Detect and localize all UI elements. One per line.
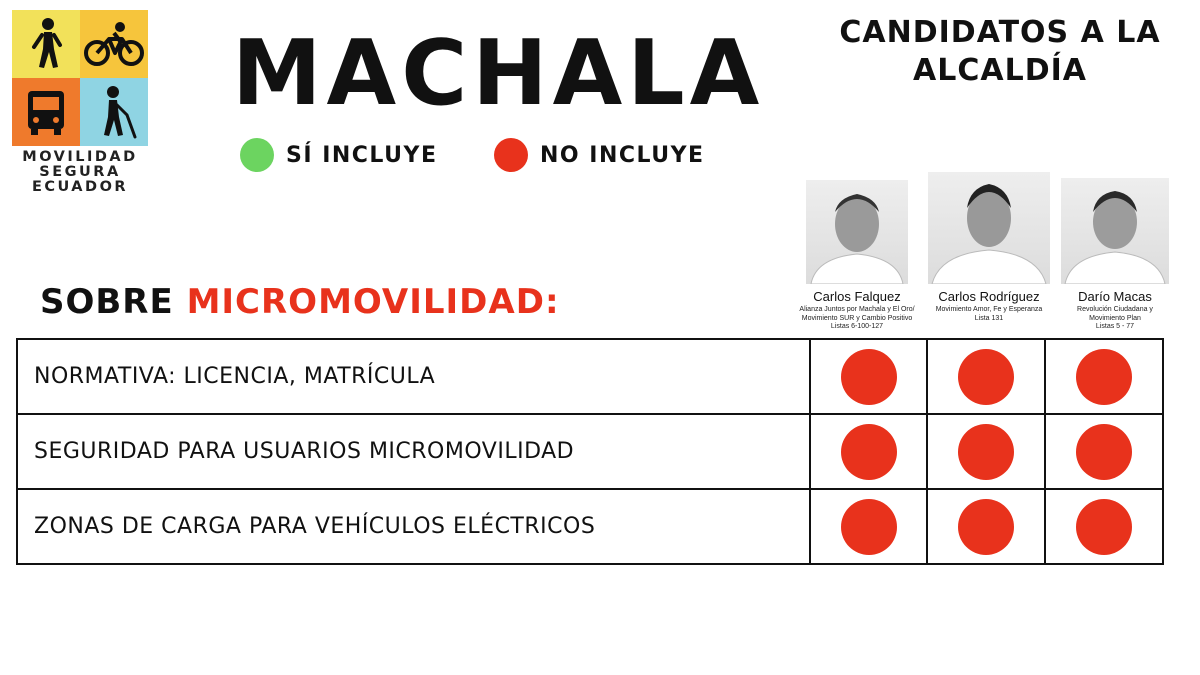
person-silhouette-icon [1061,178,1169,284]
no-include-dot [841,349,897,405]
candidate-2 [924,172,1054,323]
logo-line-2: SEGURA [39,164,121,180]
row-label: SEGURIDAD PARA USUARIOS MICROMOVILIDAD [17,414,810,489]
legend-no-label: NO INCLUYE [540,142,705,168]
bus-icon [25,87,67,137]
no-include-dot [841,499,897,555]
no-include-dot [841,424,897,480]
logo-puzzle [12,10,148,146]
party-line: Movimiento Plan [1089,314,1141,322]
section-prefix: SOBRE [40,282,187,322]
person-silhouette-icon [928,172,1050,284]
logo-tile-blind-person [80,78,148,146]
logo-text [12,150,148,195]
row-label: NORMATIVA: LICENCIA, MATRÍCULA [17,339,810,414]
legend-yes [240,138,438,172]
candidates-heading [810,14,1190,90]
candidate-photo [1061,178,1169,284]
section-highlight: MICROMOVILIDAD: [186,282,560,322]
green-dot-icon [240,138,274,172]
candidate-photo [928,172,1050,284]
no-include-dot [958,499,1014,555]
candidate-party [1050,306,1180,332]
party-line: Movimiento Amor, Fe y Esperanza [935,306,1043,313]
no-include-dot [1076,424,1132,480]
person-silhouette-icon [806,180,908,284]
logo-tile-pedestrian [12,10,80,78]
candidate-name: Carlos Falquez [813,289,901,304]
logo-line-1: MOVILIDAD [22,149,138,165]
no-include-dot [958,424,1014,480]
table-cell [810,339,928,414]
party-line: Listas 6-100-127 [830,323,884,330]
legend-no [494,138,705,172]
blind-person-icon [91,85,137,139]
legend-yes-label: SÍ INCLUYE [286,142,438,168]
candidate-name: Carlos Rodríguez [938,289,1040,304]
table-row [17,489,1163,564]
party-line: Lista 131 [974,314,1004,322]
table-cell [1045,339,1163,414]
table-cell [927,414,1045,489]
heading-line-2: ALCALDÍA [913,53,1087,88]
bicycle-icon [84,21,144,67]
party-line: Movimiento SUR y Cambio Positivo [801,314,913,322]
candidate-party [792,306,922,332]
heading-line-1: CANDIDATOS A LA [839,15,1161,50]
party-line: Revolución Ciudadana y [1077,306,1153,313]
city-title: MACHALA [232,21,765,126]
red-dot-icon [494,138,528,172]
candidate-party [924,306,1054,323]
no-include-dot [1076,499,1132,555]
logo-tile-bicycle [80,10,148,78]
table-cell [927,339,1045,414]
table-cell [927,489,1045,564]
candidate-name: Darío Macas [1078,289,1152,304]
candidate-1 [792,180,922,332]
candidate-photo [806,180,908,284]
table-cell [1045,489,1163,564]
logo-line-3: ECUADOR [31,179,129,195]
candidate-3 [1050,178,1180,332]
proposals-table [16,338,1164,565]
row-label: ZONAS DE CARGA PARA VEHÍCULOS ELÉCTRICOS [17,489,810,564]
party-line: Alianza Juntos por Machala y El Oro/ [799,306,915,313]
table-cell [1045,414,1163,489]
pedestrian-icon [24,17,68,71]
section-title [40,282,560,322]
party-line: Listas 5 - 77 [1095,323,1135,330]
no-include-dot [958,349,1014,405]
table-row [17,339,1163,414]
table-cell [810,489,928,564]
table-cell [810,414,928,489]
logo-tile-bus [12,78,80,146]
no-include-dot [1076,349,1132,405]
table-row [17,414,1163,489]
movilidad-segura-logo [12,10,148,195]
